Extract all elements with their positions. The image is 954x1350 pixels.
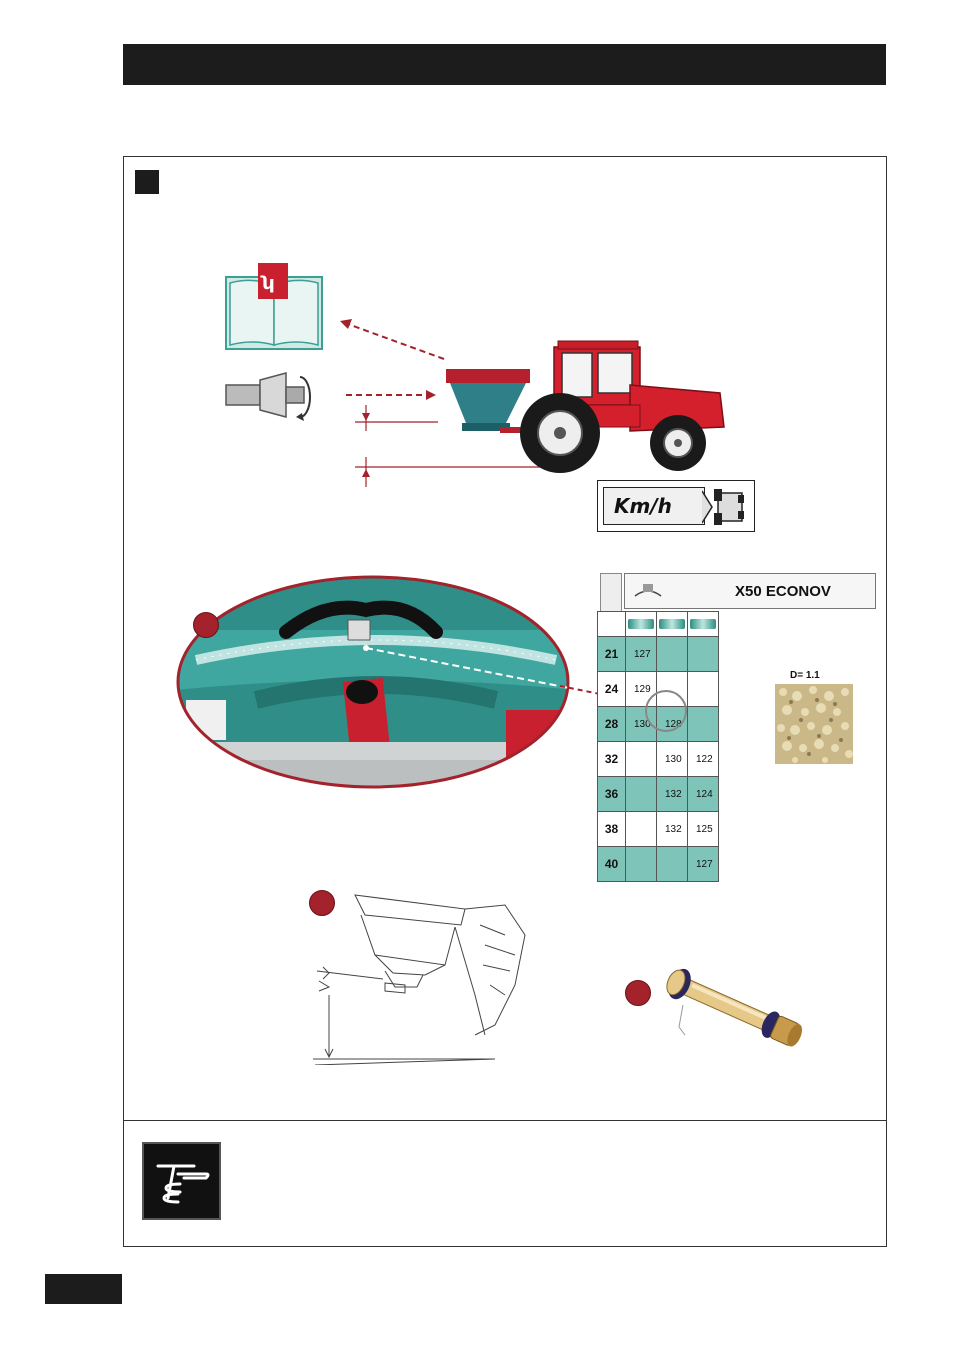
table-row — [598, 742, 719, 777]
table-cell: 132 — [657, 812, 688, 847]
table-cell: 130 — [626, 707, 657, 742]
table-cell — [688, 707, 719, 742]
table-cell — [688, 637, 719, 672]
pto-shaft-icon — [226, 373, 310, 421]
table-cell — [657, 847, 688, 882]
manual-book-icon — [226, 263, 322, 349]
row-label: 36 — [598, 777, 626, 812]
rate-table — [597, 611, 719, 882]
highlight-circle — [640, 688, 692, 734]
table-cell: 127 — [626, 637, 657, 672]
table-cell: 132 — [657, 777, 688, 812]
frame-divider — [123, 1120, 887, 1121]
row-label: 28 — [598, 707, 626, 742]
table-cell: 125 — [688, 812, 719, 847]
col-header-1 — [626, 612, 657, 637]
table-row — [598, 847, 719, 882]
header-bar — [123, 44, 886, 85]
rate-table-header — [598, 612, 719, 637]
section-marker — [135, 170, 159, 194]
header-blank — [598, 612, 626, 637]
table-cell — [626, 812, 657, 847]
table-cell — [688, 672, 719, 707]
pto-shaft-photo — [655, 965, 815, 1060]
row-label: 38 — [598, 812, 626, 847]
table-cell — [657, 637, 688, 672]
col-header-2 — [657, 612, 688, 637]
fertilizer-grain-sample — [775, 684, 853, 764]
tractor-top-view-icon — [702, 485, 752, 529]
kmh-label: Km/h — [614, 494, 672, 518]
tractor-illustration — [520, 341, 724, 473]
spreader-icon — [633, 582, 663, 602]
page-number-tab — [45, 1274, 122, 1304]
table-cell: 130 — [657, 742, 688, 777]
svg-text:ʮ: ʮ — [262, 273, 275, 294]
table-row — [598, 777, 719, 812]
table-cell: 127 — [688, 847, 719, 882]
spreader-height-drawing — [305, 875, 535, 1065]
density-label: D= 1.1 — [790, 670, 820, 681]
callout-badge-1 — [193, 612, 219, 638]
table-cell — [626, 742, 657, 777]
speed-indicator-box — [597, 480, 755, 532]
row-label: 24 — [598, 672, 626, 707]
row-label: 21 — [598, 637, 626, 672]
chart-title: X50 ECONOV — [735, 583, 831, 600]
row-label: 32 — [598, 742, 626, 777]
row-label: 40 — [598, 847, 626, 882]
table-cell: 122 — [688, 742, 719, 777]
table-cell — [626, 777, 657, 812]
chart-header — [624, 573, 876, 609]
table-cell: 129 — [626, 672, 657, 707]
table-row — [598, 812, 719, 847]
pointing-hand-icon — [144, 1144, 219, 1218]
col-header-3 — [688, 612, 719, 637]
table-cell: 124 — [688, 777, 719, 812]
table-cell — [626, 847, 657, 882]
callout-badge-3 — [625, 980, 651, 1006]
table-row — [598, 637, 719, 672]
speed-arrow-panel — [603, 487, 705, 525]
table-cell: 128 — [657, 707, 688, 742]
note-icon — [142, 1142, 221, 1220]
